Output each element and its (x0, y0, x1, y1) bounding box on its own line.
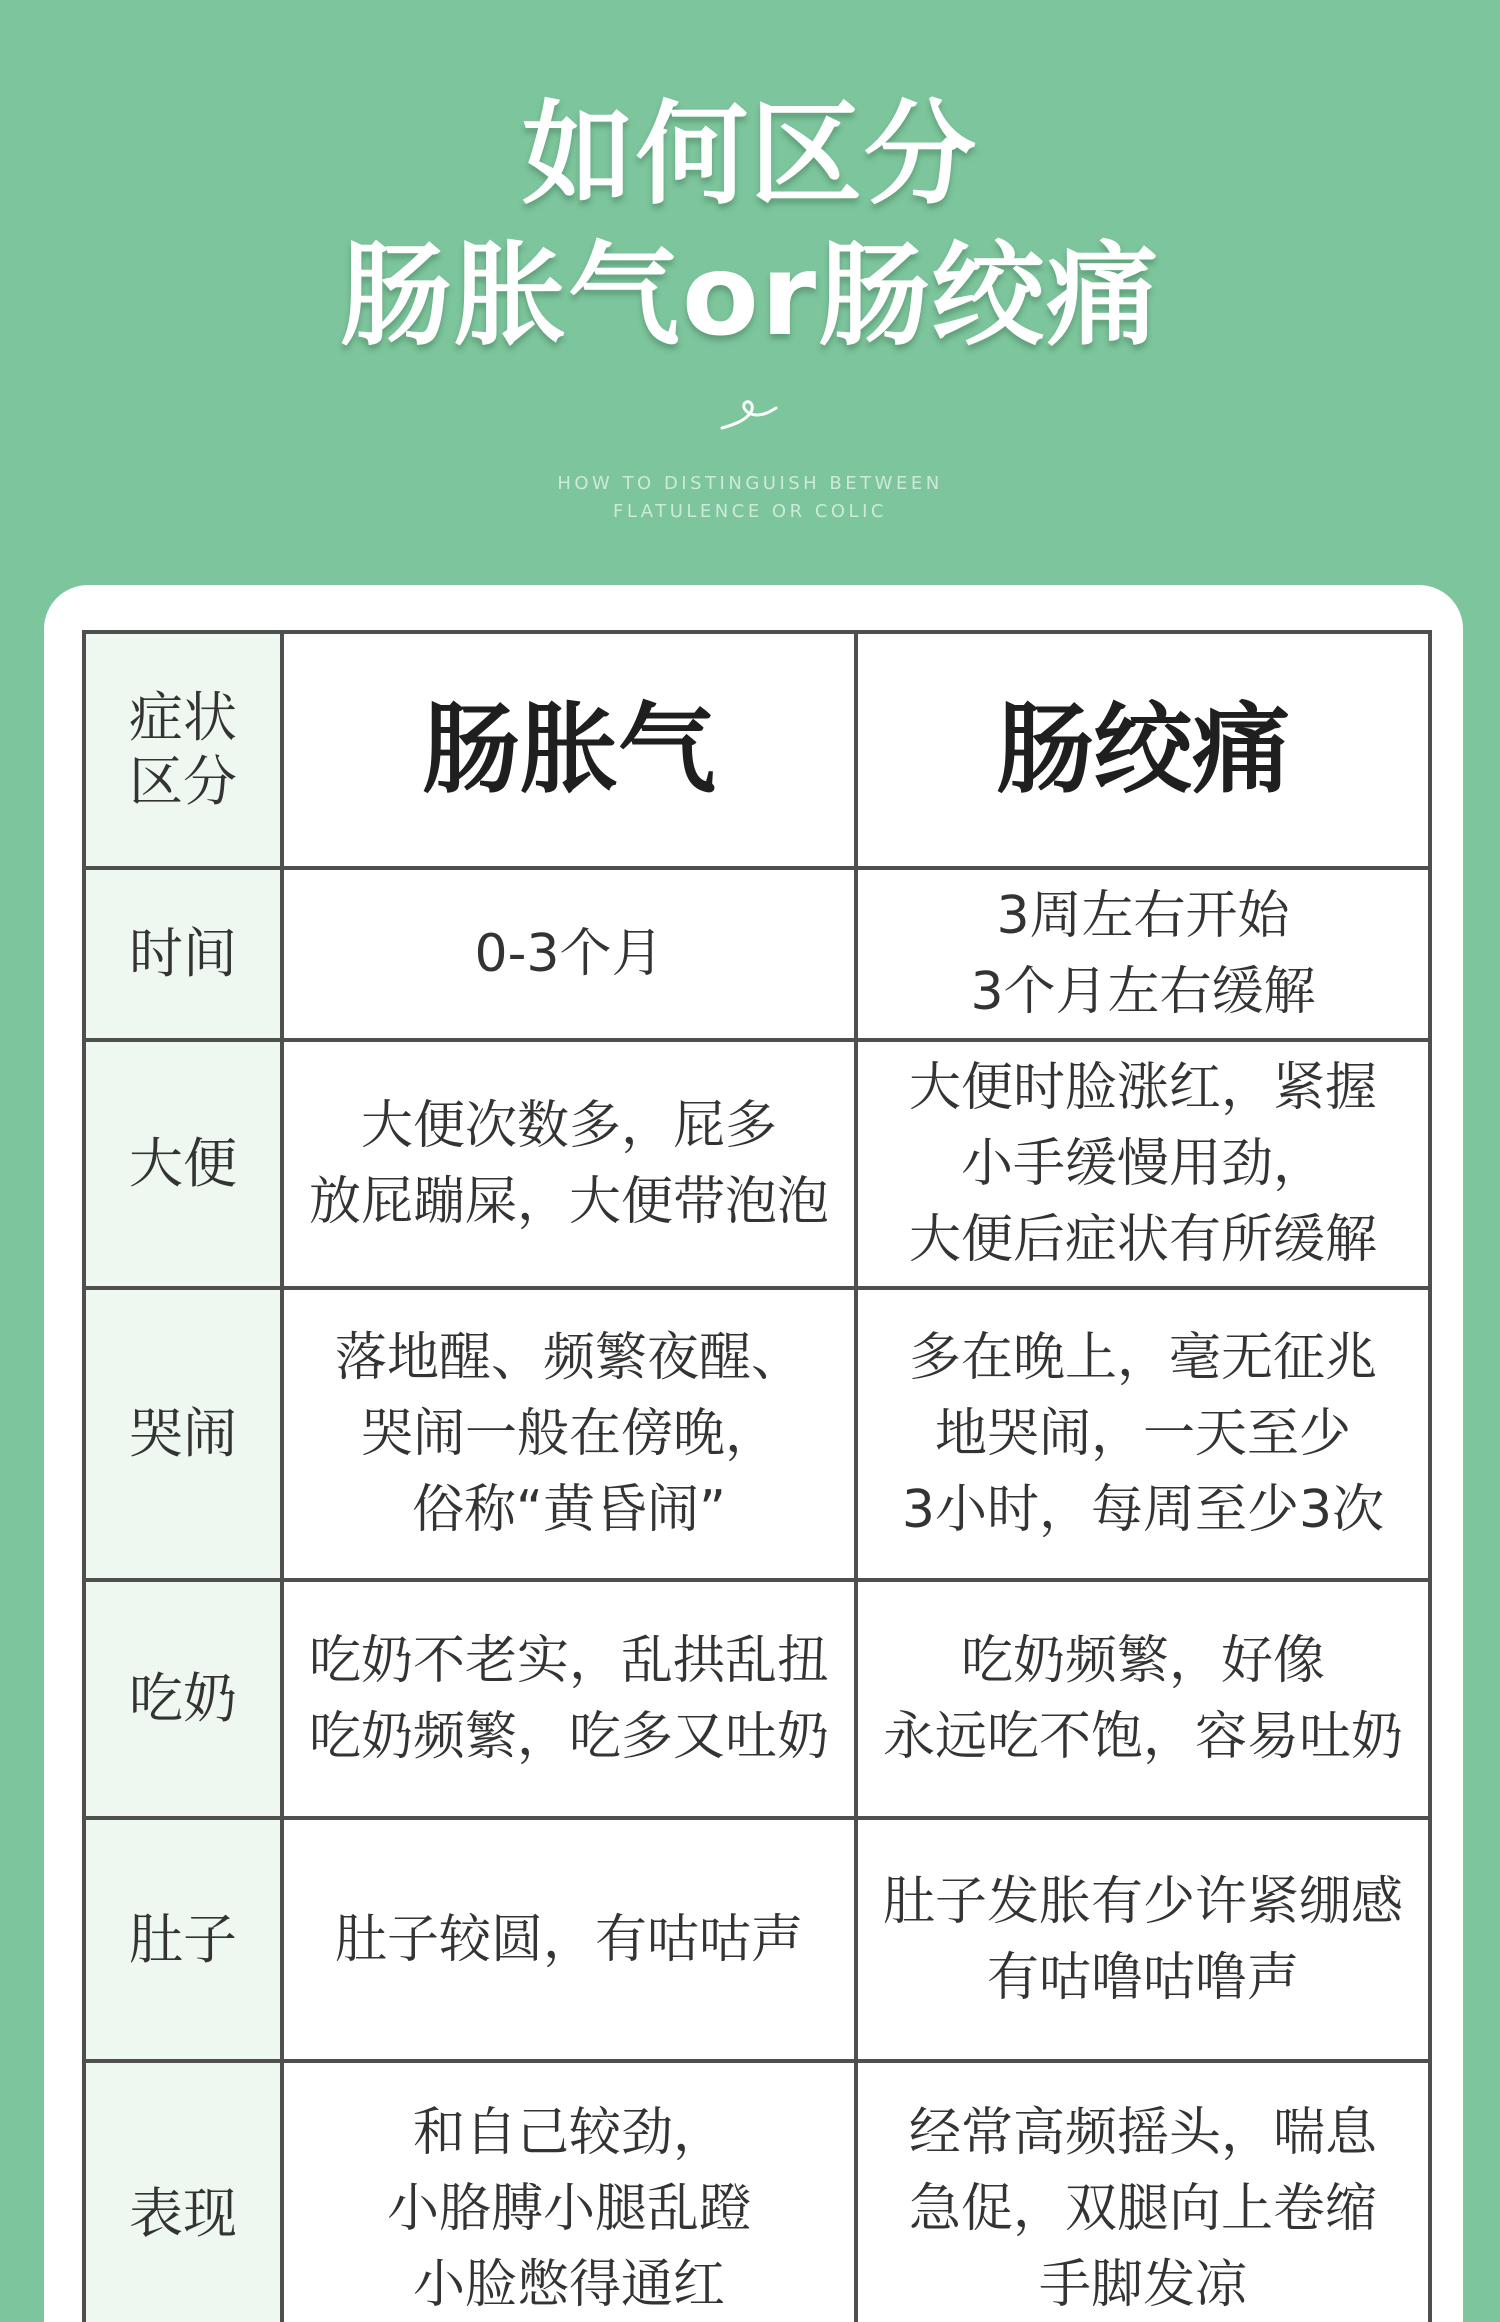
cell-line: 小胳膊小腿乱蹬 (386, 2179, 751, 2239)
row-label-behavior (86, 2063, 280, 2322)
cell-stool-flatulence (284, 1042, 854, 1286)
cell-line: 0-3个月 (474, 924, 664, 984)
cell-line: 哭闹一般在傍晚， (360, 1404, 777, 1464)
row-label-crying (86, 1290, 280, 1578)
header-symptom-label-line: 症状 (129, 686, 237, 749)
cell-feeding-colic (858, 1582, 1428, 1816)
cell-crying-flatulence (284, 1290, 854, 1578)
header-symptom-label-cell (86, 634, 280, 866)
row-label-text: 吃奶 (129, 1667, 237, 1730)
cell-crying-colic (858, 1290, 1428, 1578)
header-flatulence-cell (284, 634, 854, 866)
row-label-time (86, 870, 280, 1038)
cell-line: 放屁蹦屎，大便带泡泡 (308, 1172, 829, 1232)
cell-line: 大便后症状有所缓解 (908, 1210, 1377, 1270)
cell-line: 肚子较圆，有咕咕声 (334, 1909, 803, 1970)
swirl-icon (718, 392, 780, 434)
row-label-text: 肚子 (129, 1907, 237, 1971)
cell-line: 吃奶频繁，吃多又吐奶 (308, 1707, 829, 1767)
row-label-feeding (86, 1582, 280, 1816)
cell-line: 大便次数多，屁多 (360, 1096, 777, 1156)
page-title-line-2: 肠胀气or肠绞痛 (339, 231, 1161, 361)
cell-line: 地哭闹，一天至少 (934, 1404, 1351, 1464)
cell-behavior-colic (858, 2063, 1428, 2322)
row-label-text: 时间 (129, 922, 237, 985)
cell-line: 经常高频摇头，喘息 (908, 2103, 1377, 2163)
cell-line: 3小时，每周至少3次 (901, 1480, 1385, 1540)
row-label-text: 哭闹 (129, 1402, 237, 1465)
cell-line: 永远吃不饱，容易吐奶 (882, 1707, 1403, 1767)
cell-line: 3周左右开始 (996, 886, 1290, 946)
cell-line: 小脸憋得通红 (412, 2255, 725, 2315)
row-label-text: 大便 (129, 1132, 237, 1195)
cell-time-flatulence (284, 870, 854, 1038)
cell-time-colic (858, 870, 1428, 1038)
row-label-text: 表现 (129, 2182, 237, 2245)
comparison-table (82, 630, 1432, 2322)
row-label-belly (86, 1820, 280, 2059)
cell-feeding-flatulence (284, 1582, 854, 1816)
cell-line: 有咕噜咕噜声 (986, 1947, 1299, 2008)
cell-line: 肚子发胀有少许紧绷感 (882, 1871, 1403, 1932)
cell-line: 和自己较劲， (412, 2103, 725, 2163)
cell-belly-colic (858, 1820, 1428, 2059)
cell-line: 手脚发凉 (1038, 2255, 1247, 2315)
cell-behavior-flatulence (284, 2063, 854, 2322)
cell-line: 多在晚上，毫无征兆 (908, 1328, 1377, 1388)
english-subtitle-line-2: FLATULENCE OR COLIC (613, 501, 887, 522)
row-label-stool (86, 1042, 280, 1286)
cell-belly-flatulence (284, 1820, 854, 2059)
cell-line: 急促，双腿向上卷缩 (908, 2179, 1377, 2239)
cell-line: 落地醒、频繁夜醒、 (334, 1328, 803, 1388)
header-symptom-label-line: 区分 (129, 750, 237, 813)
cell-line: 吃奶频繁，好像 (960, 1631, 1325, 1691)
header-colic: 肠绞痛 (995, 693, 1290, 807)
cell-line: 大便时脸涨红，紧握 (908, 1058, 1377, 1118)
header-colic-cell (858, 634, 1428, 866)
page-title-line-1: 如何区分 (522, 90, 978, 220)
cell-line: 小手缓慢用劲， (960, 1134, 1325, 1194)
header-flatulence: 肠胀气 (421, 693, 716, 807)
cell-line: 3个月左右缓解 (970, 962, 1316, 1022)
cell-stool-colic (858, 1042, 1428, 1286)
cell-line: 俗称“黄昏闹” (412, 1480, 726, 1540)
english-subtitle-line-1: HOW TO DISTINGUISH BETWEEN (557, 473, 943, 494)
cell-line: 吃奶不老实，乱拱乱扭 (308, 1631, 829, 1691)
